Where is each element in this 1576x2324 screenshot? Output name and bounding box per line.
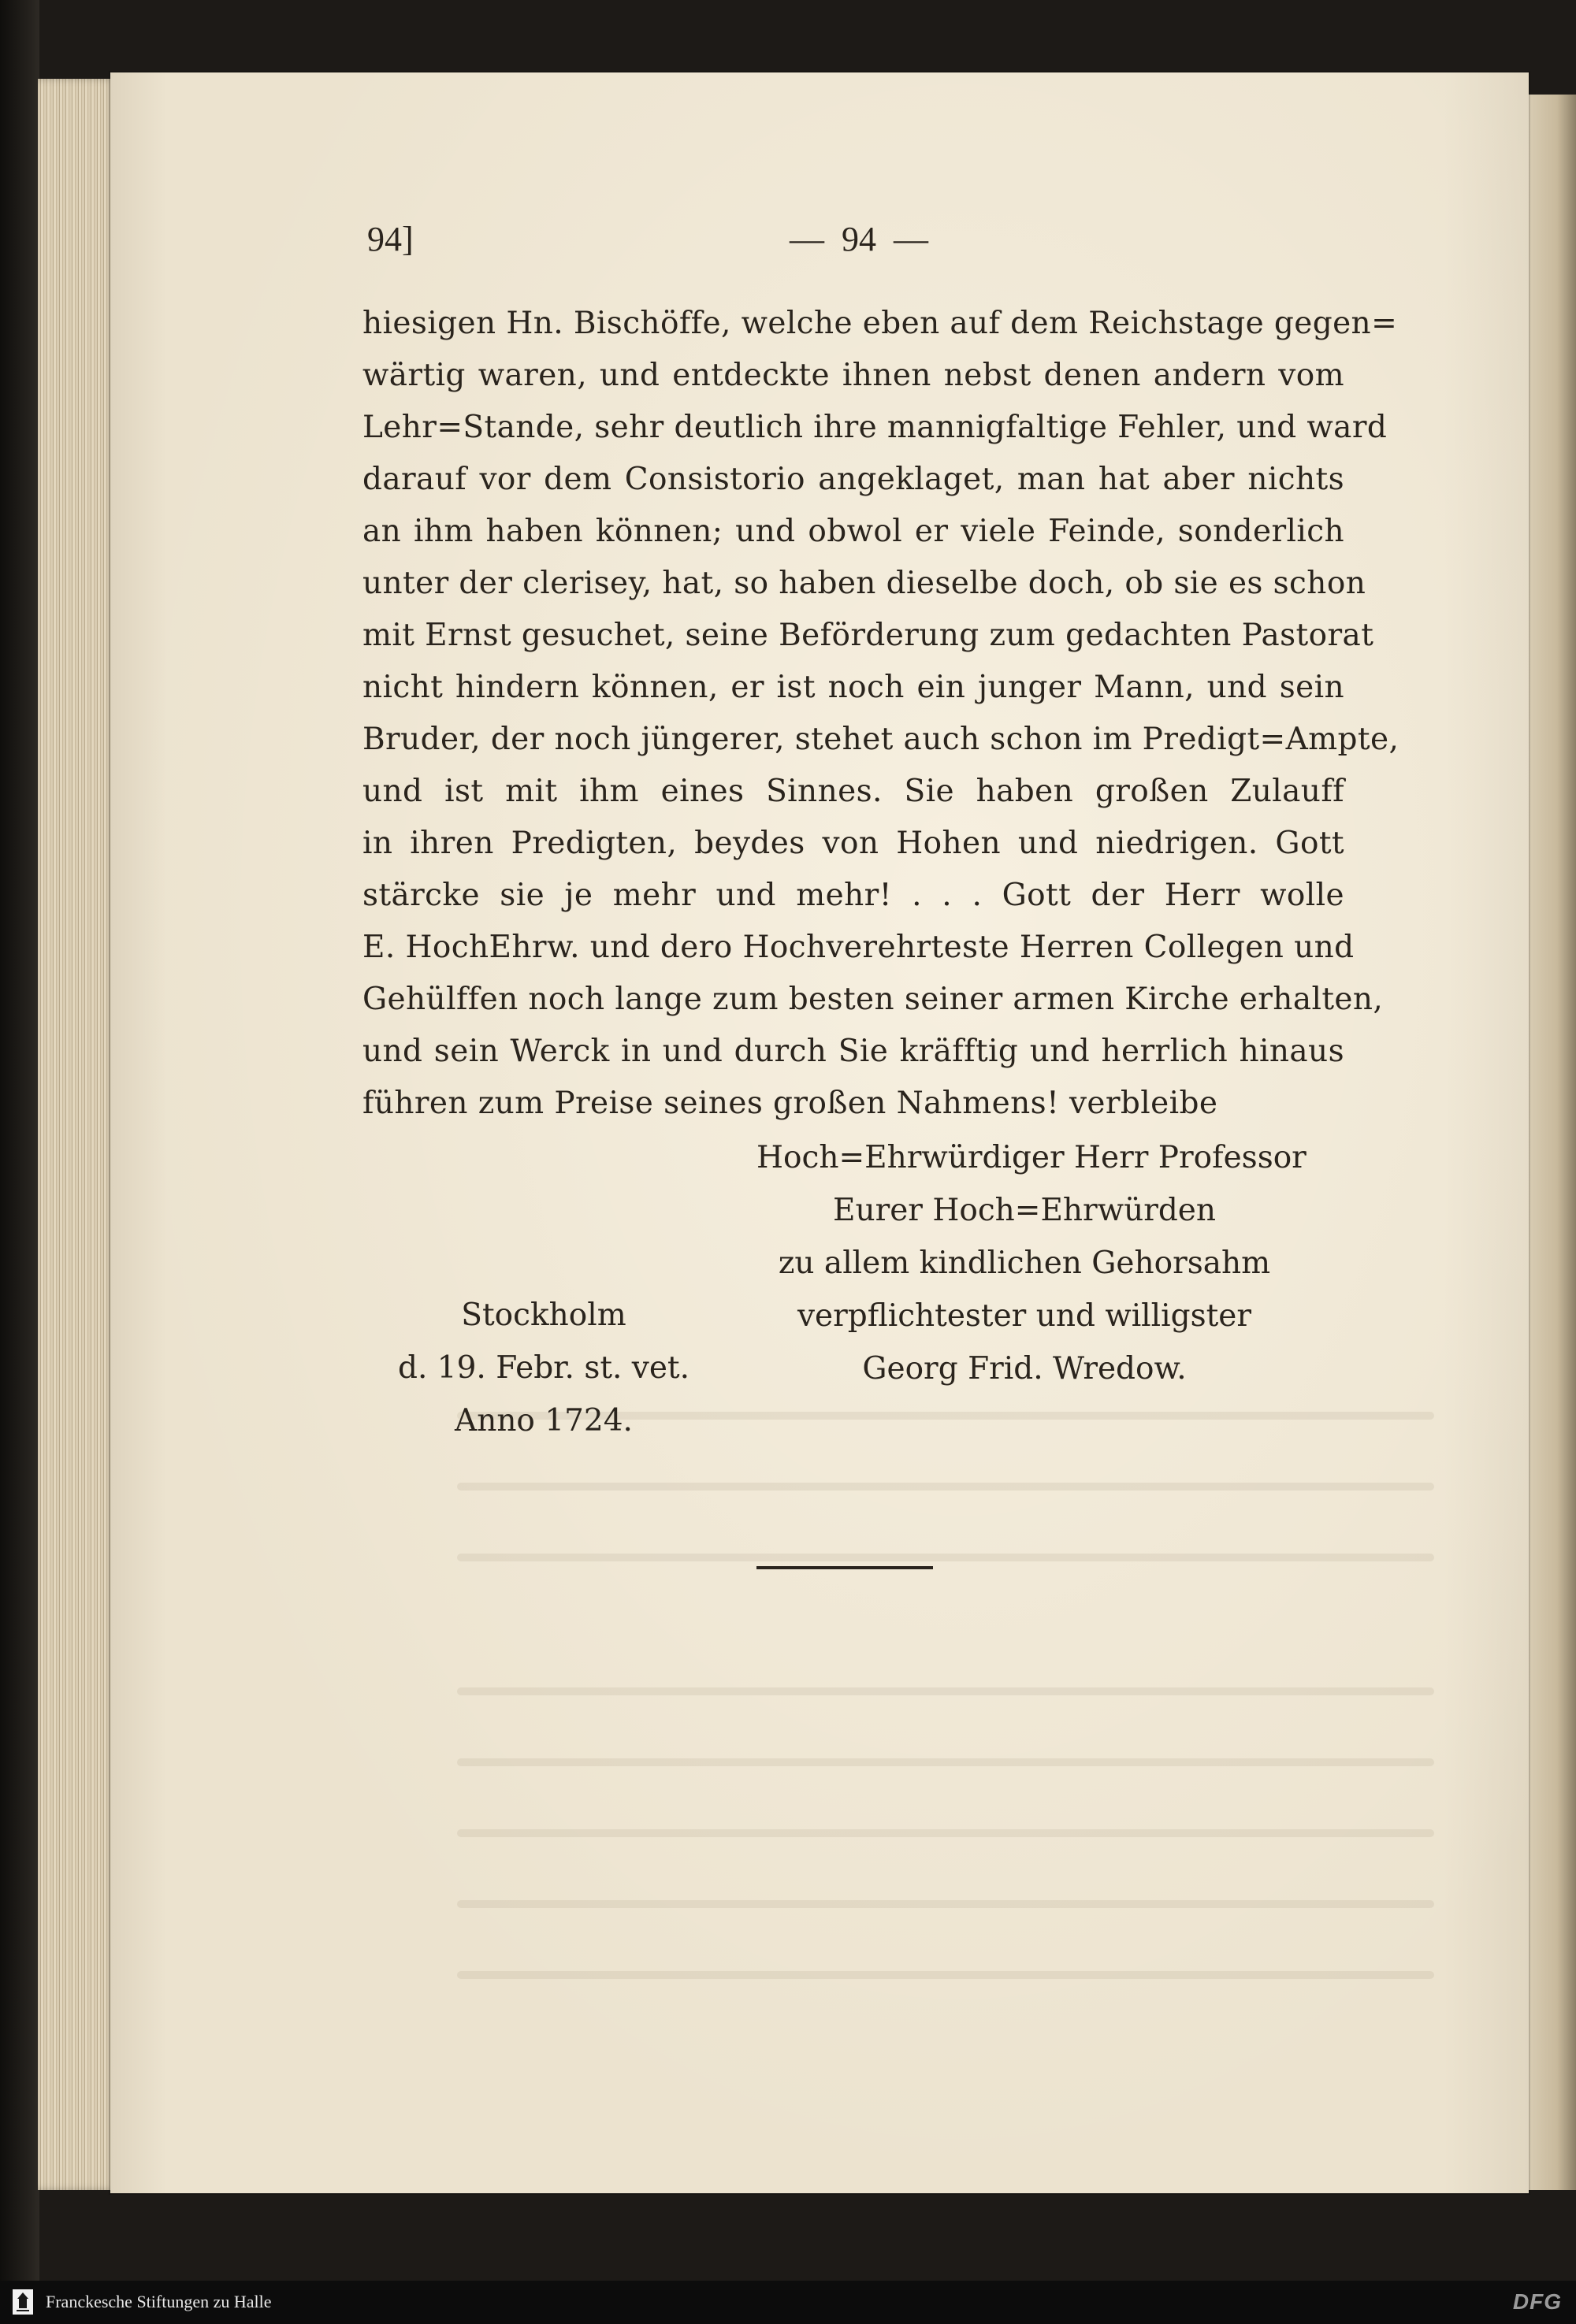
book-spine [0,0,39,2324]
separator-rule [756,1566,933,1569]
page-label: 94] [367,220,414,258]
closing-address: Eurer Hoch=Ehrwürden [832,1193,1216,1228]
text-line: stärcke sie je mehr und mehr! . . . Gott der Herr wolle [362,878,1344,913]
page-number-dash-right: — [894,220,928,258]
text-line: in ihren Predigten, beydes von Hohen und niedrigen. Gott [362,826,1344,861]
signature: Georg Frid. Wredow. [862,1351,1187,1387]
place-date-block [362,1289,725,1447]
closing-phrase: zu allem kindlichen Gehorsahm [778,1246,1271,1281]
text-line: darauf vor dem Consistorio angeklaget, man hat aber nichts [362,462,1344,497]
text-line: unter der clerisey, hat, so haben dieselbe doch, ob sie es schon [362,566,1366,601]
text-line: nicht hindern können, er ist noch ein junger Mann, und sein [362,670,1344,705]
text-line: mit Ernst gesuchet, seine Beförderung zum gedachten Pastorat [362,618,1374,653]
text-line: Lehr=Stande, sehr deutlich ihre mannigfaltige Fehler, und ward [362,410,1388,445]
text-line: und ist mit ihm eines Sinnes. Sie haben großen Zulauff [362,774,1344,809]
text-line: E. HochEhrw. und dero Hochverehrteste Herren Collegen und [362,930,1355,965]
place: Stockholm [461,1298,626,1333]
text-line: wärtig waren, und entdeckte ihnen nebst denen andern vom [362,358,1344,393]
text-line: führen zum Preise seines großen Nahmens! verbleibe [362,1086,1218,1121]
footer-credit: Franckesche Stiftungen zu Halle [46,2292,272,2311]
page-number [741,219,977,259]
letter-body [362,298,1399,1130]
page-number-value: 94 [842,220,876,258]
footer-brand-logo: DFG [1512,2289,1562,2314]
text-line: hiesigen Hn. Bischöffe, welche eben auf dem Reichstage gegen= [362,306,1398,341]
closing-block [725,1131,1324,1395]
text-line: Gehülffen noch lange zum besten seiner armen Kirche erhalten, [362,982,1384,1017]
text-line: an ihm haben können; und obwol er viele Feinde, sonderlich [362,514,1344,549]
date: d. 19. Febr. st. vet. [398,1350,690,1386]
page-number-dash-left: — [790,220,824,258]
year: Anno 1724. [455,1403,633,1439]
foundation-logo-icon [13,2289,33,2315]
next-page-edge [1529,95,1576,2190]
stacked-page-edges [38,79,117,2190]
closing-obligation: verpflichtester und willigster [797,1298,1251,1334]
closing-salutation: Hoch=Ehrwürdiger Herr Professor [756,1140,1307,1175]
text-line: Bruder, der noch jüngerer, stehet auch schon im Predigt=Ampte, [362,722,1399,757]
text-line: und sein Werck in und durch Sie kräfftig und herrlich hinaus [362,1034,1344,1069]
